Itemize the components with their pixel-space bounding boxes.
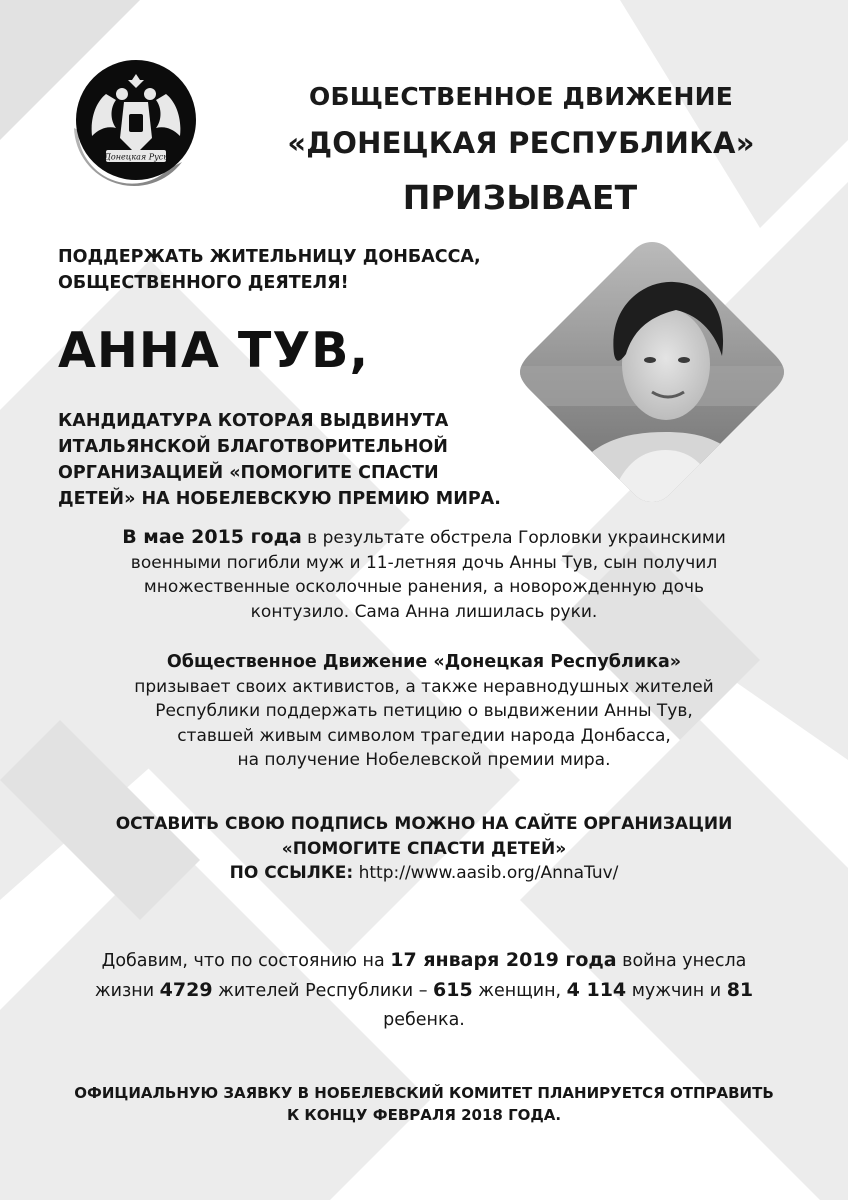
paragraph-line: призывает своих активистов, а также неравнодушных жителей xyxy=(134,676,714,697)
paragraph-line xyxy=(40,525,808,551)
text-run: мужчин и xyxy=(626,981,727,1001)
paragraph-line: военными погибли муж и 11-летняя дочь Анны Тув, сын получил xyxy=(130,552,718,573)
paragraph-line: ребенка. xyxy=(383,1010,465,1030)
paragraph-line: множественные осколочные ранения, а новорожденную дочь xyxy=(143,577,705,597)
emphasis-date: 17 января 2019 года xyxy=(390,949,617,971)
candidacy-text xyxy=(58,408,528,512)
petition-link[interactable]: http://www.aasib.org/AnnaTuv/ xyxy=(353,863,619,883)
paragraph-line xyxy=(40,861,808,886)
candidacy-line: ДЕТЕЙ» НА НОБЕЛЕВСКУЮ ПРЕМИЮ МИРА. xyxy=(58,489,501,509)
header-line-2: «ДОНЕЦКАЯ РЕСПУБЛИКА» xyxy=(287,126,755,160)
stat-men: 4 114 xyxy=(566,979,627,1001)
emphasis-date: В мае 2015 года xyxy=(122,526,302,548)
link-label: ПО ССЫЛКЕ: xyxy=(229,863,354,883)
paragraph-line: Республики поддержать петицию о выдвижении Анны Тув, xyxy=(155,701,693,721)
paragraph-tragedy xyxy=(40,525,808,624)
header-line-3: ПРИЗЫВАЕТ xyxy=(402,178,638,217)
header-line-1: ОБЩЕСТВЕННОЕ ДВИЖЕНИЕ xyxy=(309,82,733,111)
person-name: АННА ТУВ, xyxy=(58,322,370,379)
emblem-logo xyxy=(66,58,198,190)
paragraph-appeal xyxy=(40,650,808,773)
candidacy-line: КАНДИДАТУРА КОТОРАЯ ВЫДВИНУТА xyxy=(58,411,449,431)
paragraph-heading: Общественное Движение «Донецкая Республика» xyxy=(166,652,682,672)
paragraph-line: ОФИЦИАЛЬНУЮ ЗАЯВКУ В НОБЕЛЕВСКИЙ КОМИТЕТ ПЛАНИРУЕТСЯ ОТПРАВИТЬ xyxy=(74,1084,774,1102)
paragraph-statistics xyxy=(30,946,818,1035)
paragraph-line: на получение Нобелевской премии мира. xyxy=(237,750,611,770)
support-line: ОБЩЕСТВЕННОГО ДЕЯТЕЛЯ! xyxy=(58,273,349,293)
text-run: в результате обстрела Горловки украинскими xyxy=(301,528,726,548)
text-run: жителей Республики – xyxy=(212,981,434,1001)
support-text xyxy=(58,244,528,296)
paragraph-signature xyxy=(40,812,808,886)
paragraph-line: «ПОМОГИТЕ СПАСТИ ДЕТЕЙ» xyxy=(281,838,567,859)
paragraph-line xyxy=(30,976,818,1006)
stat-women: 615 xyxy=(433,979,473,1001)
paragraph-line: ОСТАВИТЬ СВОЮ ПОДПИСЬ МОЖНО НА САЙТЕ ОРГАНИЗАЦИИ xyxy=(115,814,733,834)
paragraph-line: ставшей живым символом трагедии народа Донбасса, xyxy=(177,725,671,746)
candidacy-line: ИТАЛЬЯНСКОЙ БЛАГОТВОРИТЕЛЬНОЙ xyxy=(58,437,448,457)
stat-total: 4729 xyxy=(159,979,213,1001)
text-run: Добавим, что по состоянию на xyxy=(101,951,391,971)
text-run: жизни xyxy=(94,981,160,1001)
emblem-caption: Донецкая Русь xyxy=(104,152,168,162)
paragraph-line xyxy=(30,946,818,976)
candidacy-line: ОРГАНИЗАЦИЕЙ «ПОМОГИТЕ СПАСТИ xyxy=(58,463,439,483)
support-line: ПОДДЕРЖАТЬ ЖИТЕЛЬНИЦУ ДОНБАССА, xyxy=(58,247,481,267)
portrait-photo xyxy=(516,236,788,508)
stat-children: 81 xyxy=(726,979,754,1001)
paragraph-line: контузило. Сама Анна лишилась руки. xyxy=(250,601,598,622)
text-run: женщин, xyxy=(472,981,567,1001)
text-run: война унесла xyxy=(616,951,747,971)
paragraph-line: К КОНЦУ ФЕВРАЛЯ 2018 ГОДА. xyxy=(286,1106,562,1124)
paragraph-deadline xyxy=(30,1082,818,1126)
